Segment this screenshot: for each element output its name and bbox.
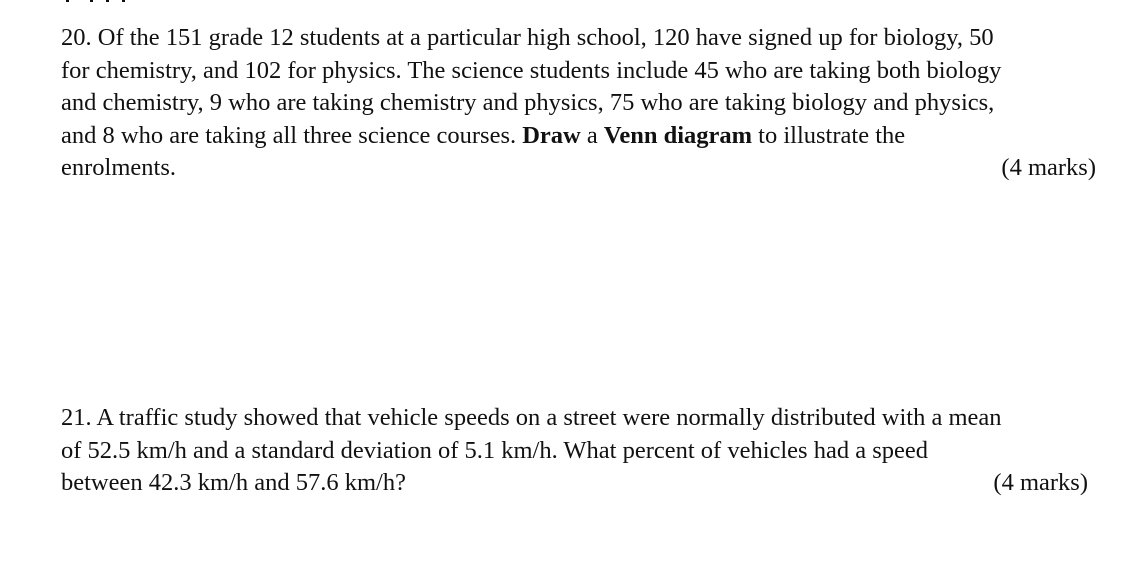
question-20-line-4-text-b: a: [580, 121, 604, 149]
question-20-line-4: [61, 120, 1071, 153]
question-21-line-3-text: between 42.3 km/h and 57.6 km/h?: [61, 469, 406, 496]
question-20-line-5: [61, 152, 1096, 185]
question-20-line-4-text-a: and 8 who are taking all three science courses.: [61, 121, 523, 149]
question-20-draw-instruction: Draw: [522, 121, 581, 149]
question-21-marks: (4 marks): [993, 469, 1088, 496]
question-20-marks: (4 marks): [1001, 154, 1096, 181]
question-20-venn-diagram-term: Venn diagram: [603, 121, 753, 149]
question-21-line-2: of 52.5 km/h and a standard deviation of 5.1 km/h. What percent of vehicles had a speed: [61, 436, 928, 464]
question-21-line-1: 21. A traffic study showed that vehicle speeds on a street were normally distributed with a mean: [61, 404, 1002, 431]
question-20-line-3: and chemistry, 9 who are taking chemistry and physics, 75 who are taking biology and physics,: [61, 89, 995, 116]
question-20-line-2: for chemistry, and 102 for physics. The science students include 45 who are taking both biology: [61, 56, 1002, 84]
cropped-text-fragment: [58, 0, 148, 4]
question-20-line-1: 20. Of the 151 grade 12 students at a particular high school, 120 have signed up for biology, 50: [61, 24, 994, 51]
question-20-line-4-text-c: to illustrate the: [752, 121, 906, 149]
question-21: [61, 402, 1091, 500]
question-20: [61, 22, 1096, 185]
question-21-line-3: [61, 467, 1091, 500]
question-20-line-5-text: enrolments.: [61, 154, 176, 181]
